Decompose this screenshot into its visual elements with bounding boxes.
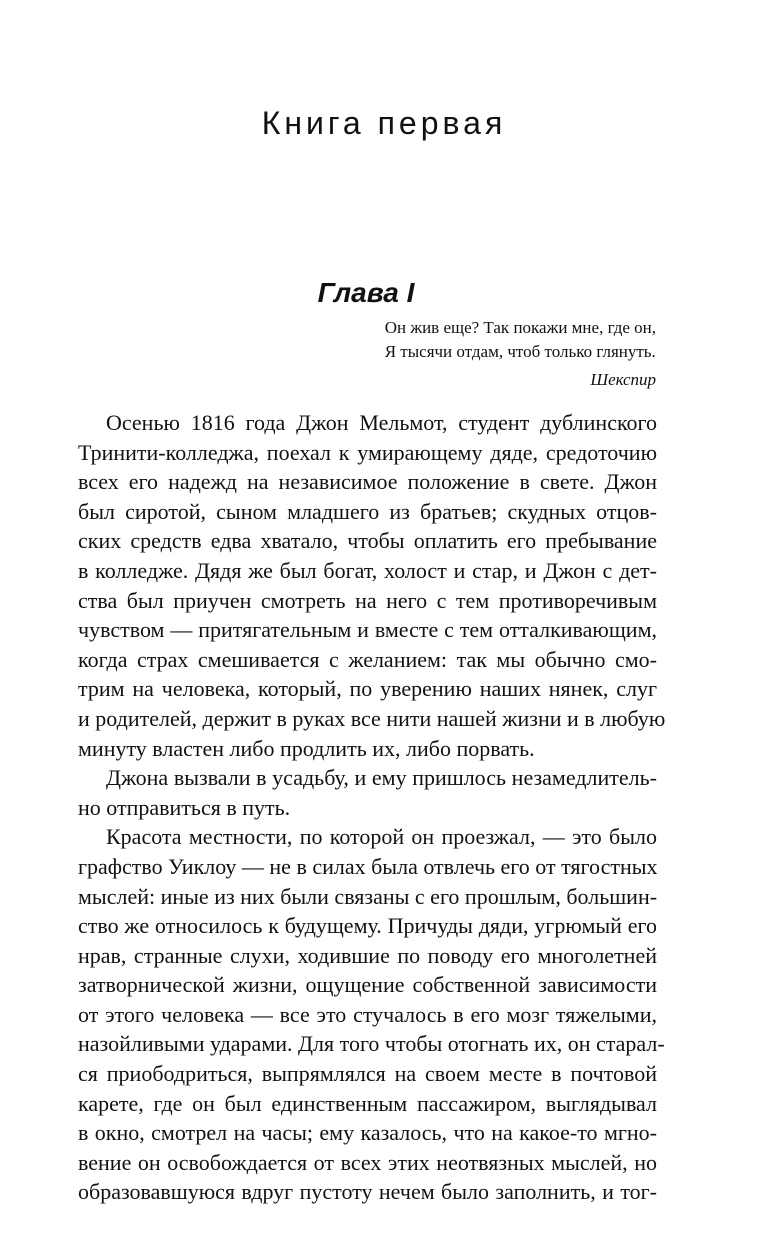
text-line: затворнической жизни, ощущение собственной зависимости (78, 972, 657, 998)
text-line: образовавшуюся вдруг пустоту нечем было заполнить, и тог- (78, 1179, 657, 1205)
text-line: ства был приучен смотреть на него с тем противоречивым (78, 587, 657, 613)
text-line: ских средств едва хватало, чтобы оплатить его пребывание (78, 528, 657, 554)
text-line: всех его надежд на независимое положение в свете. Джон (78, 469, 657, 495)
epigraph-line: Он жив еще? Так покажи мне, где он, (384, 318, 656, 337)
text-line: в колледже. Дядя же был богат, холост и стар, и Джон с дет- (78, 557, 657, 583)
text-line: от этого человека — все это стучалось в его мозг тяжелыми, (78, 1001, 657, 1027)
text-line: назойливыми ударами. Для того чтобы отогнать их, он старал- (78, 1031, 665, 1057)
text-line: нрав, странные слухи, ходившие по поводу его многолетней (78, 942, 657, 968)
text-line: карете, где он был единственным пассажиром, выглядывал (78, 1090, 657, 1116)
text-line: в окно, смотрел на часы; ему казалось, что на какое-то мгно- (78, 1120, 657, 1146)
text-line: но отправиться в путь. (78, 794, 291, 820)
text-line: мыслей: иные из них были связаны с его прошлым, большин- (78, 883, 658, 909)
text-line: был сиротой, сыном младшего из братьев; скудных отцов- (78, 498, 657, 524)
text-line: минуту властен либо продлить их, либо порвать. (78, 735, 535, 761)
text-line: Осенью 1816 года Джон Мельмот, студент дублинского (106, 410, 657, 435)
text-line: чувством — притягательным и вместе с тем отталкивающим, (78, 617, 657, 643)
text-line: когда страх смешивается с желанием: так мы обычно смо- (78, 646, 657, 672)
text-line: и родителей, держит в руках все нити нашей жизни и в любую (78, 705, 666, 731)
text-line: ство же относилось к будущему. Причуды дяди, угрюмый его (78, 913, 657, 939)
text-line: трим на человека, который, по уверению наших нянек, слуг (78, 676, 657, 702)
book-title: Книга первая (261, 105, 507, 142)
text-line: вение он освобождается от всех этих неотвязных мыслей, но (78, 1149, 657, 1175)
epigraph (385, 316, 656, 364)
body-text (78, 408, 666, 1207)
text-line: Джона вызвали в усадьбу, и ему пришлось незамедлитель- (106, 765, 657, 791)
text-line: графство Уиклоу — не в силах была отвлечь его от тягостных (78, 853, 658, 879)
epigraph-line: Я тысячи отдам, чтоб только глянуть. (384, 342, 656, 361)
epigraph-author: Шекспир (590, 370, 656, 389)
chapter-title: Глава I (317, 277, 415, 309)
text-line: ся приободриться, выпрямлялся на своем месте в почтовой (78, 1061, 657, 1087)
text-line: Тринити-колледжа, поехал к умирающему дяде, средоточию (78, 439, 657, 465)
text-line: Красота местности, по которой он проезжал, — это было (106, 824, 657, 850)
